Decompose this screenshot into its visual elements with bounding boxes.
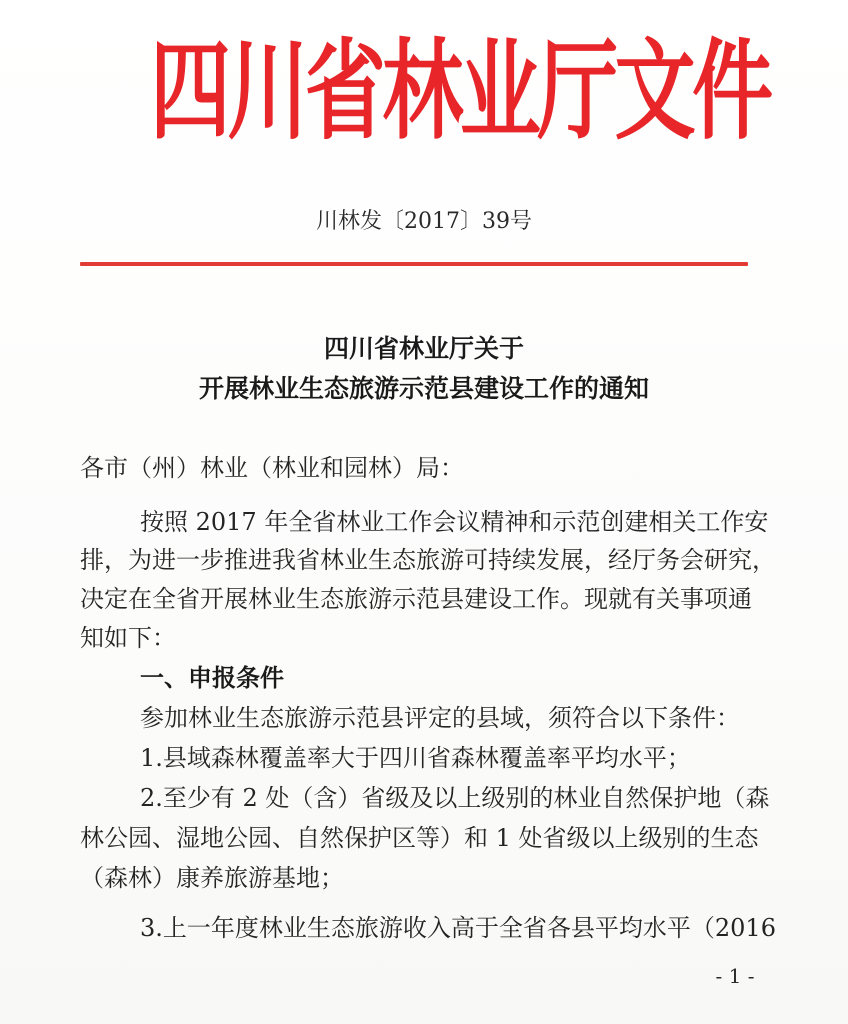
page-number: - 1 - [715, 964, 755, 988]
condition-line: 2.至少有 2 处（含）省级及以上级别的林业自然保护地（森 [140, 784, 770, 812]
intro-paragraph-line: 排，为进一步推进我省林业生态旅游可持续发展，经厅务会研究， [80, 546, 776, 574]
intro-paragraph-line: 知如下： [80, 624, 176, 652]
notice-title-line-2: 开展林业生态旅游示范县建设工作的通知 [198, 374, 649, 403]
red-divider-line [80, 262, 748, 266]
document-number: 川林发〔2017〕39号 [316, 209, 532, 234]
notice-title-line-1: 四川省林业厅关于 [323, 334, 524, 363]
intro-paragraph-line: 按照 2017 年全省林业工作会议精神和示范创建相关工作安 [140, 508, 769, 536]
condition-line: 1.县域森林覆盖率大于四川省森林覆盖率平均水平； [140, 744, 691, 772]
condition-line: 3.上一年度林业生态旅游收入高于全省各县平均水平（2016 [140, 914, 776, 942]
salutation: 各市（州）林业（林业和园林）局： [80, 454, 464, 482]
issuer-red-header: 四川省林业厅文件 [150, 28, 770, 155]
section-intro: 参加林业生态旅游示范县评定的县域，须符合以下条件： [140, 704, 740, 732]
intro-paragraph-line: 决定在全省开展林业生态旅游示范县建设工作。现就有关事项通 [80, 585, 752, 613]
condition-line: （森林）康养旅游基地； [80, 864, 344, 892]
condition-line: 林公园、湿地公园、自然保护区等）和 1 处省级以上级别的生态 [80, 824, 759, 852]
section-heading-application-conditions: 一、申报条件 [140, 664, 284, 692]
